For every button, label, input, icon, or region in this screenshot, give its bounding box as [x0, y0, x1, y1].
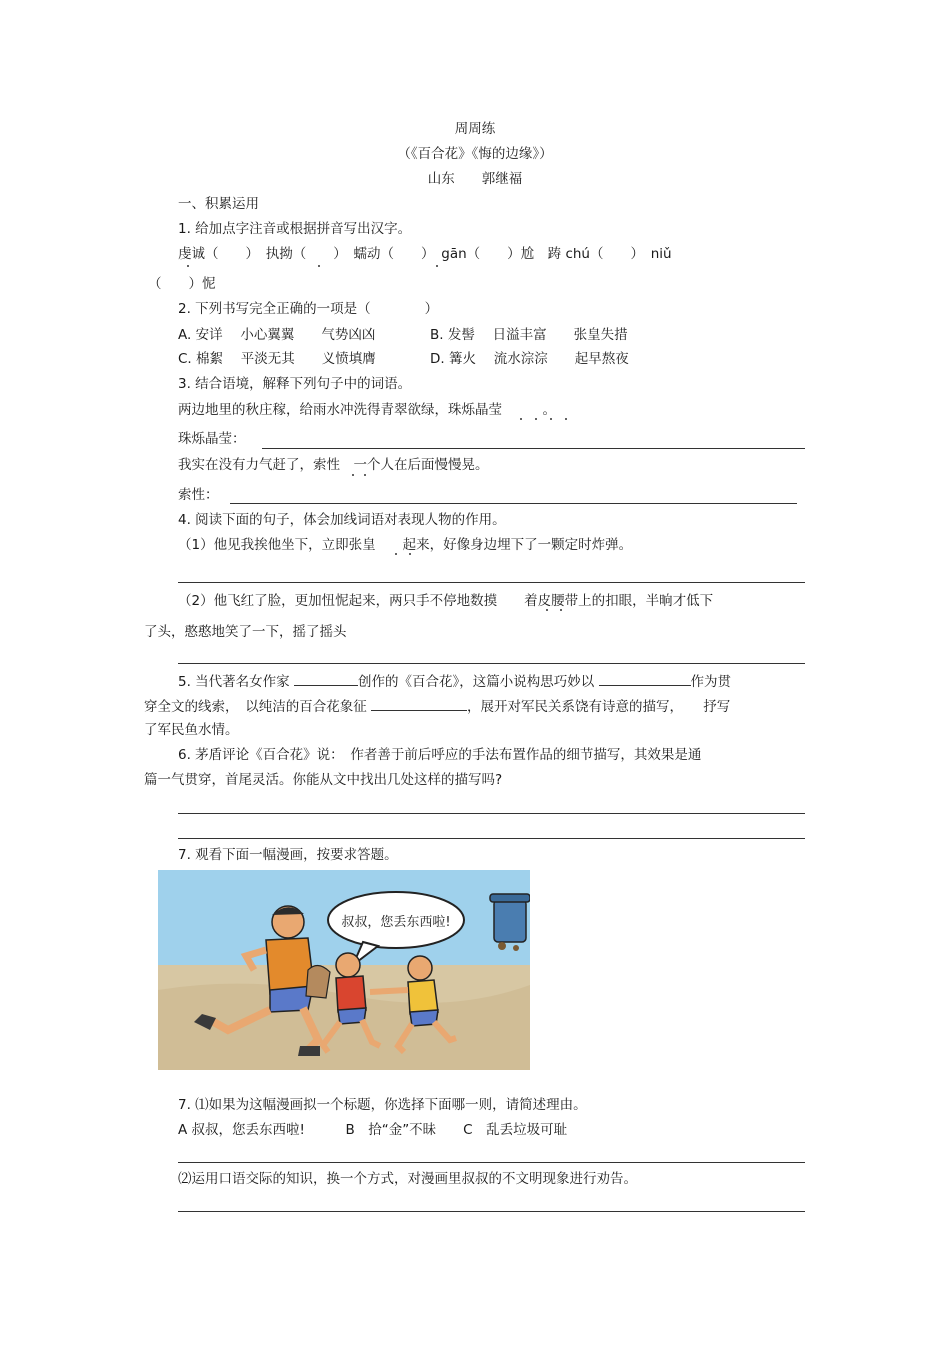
emphasis-dot	[565, 418, 567, 420]
q3-label2: 索性：	[178, 487, 219, 503]
q3-stem: 3. 结合语境，解释下列句子中的词语。	[178, 376, 412, 392]
fill-blank[interactable]	[294, 671, 358, 686]
page-subtitle: （《百合花》《悔的边缘》）	[397, 146, 553, 162]
q3-label1: 珠烁晶莹：	[178, 431, 246, 447]
answer-line[interactable]	[178, 663, 805, 664]
answer-line[interactable]	[178, 1162, 805, 1163]
q7-options: A 叔叔，您丢东西啦! B 拾“金”不昧 C 乱丢垃圾可耻	[178, 1122, 568, 1138]
q5-part2: 创作的《百合花》，这篇小说构思巧妙以	[357, 674, 595, 690]
emphasis-dot	[550, 418, 552, 420]
emphasis-dot	[318, 265, 320, 267]
answer-line[interactable]	[230, 503, 797, 504]
answer-line[interactable]	[262, 448, 805, 449]
emphasis-dot	[352, 474, 354, 476]
q5-part1: 5. 当代著名女作家	[178, 674, 290, 690]
q2-option-b: B. 发髻 日溢丰富 张皇失措	[430, 327, 628, 343]
q5-line1	[178, 671, 731, 691]
emphasis-dot	[395, 553, 397, 555]
cartoon-image	[158, 870, 530, 1070]
emphasis-dot	[409, 553, 411, 555]
q7-stem: 7. 观看下面一幅漫画，按要求答题。	[178, 847, 398, 863]
q4-stem: 4. 阅读下面的句子，体会加线词语对表现人物的作用。	[178, 512, 506, 528]
emphasis-dot	[535, 418, 537, 420]
q5-line2	[144, 696, 730, 716]
emphasis-dot	[436, 265, 438, 267]
page-title: 周周练	[454, 121, 496, 137]
section-heading: 一、积累运用	[178, 196, 259, 212]
q5-line3: 了军民鱼水情。	[144, 722, 239, 738]
q4-s2a: （2）他飞红了脸，更加忸怩起来，两只手不停地数摸 着皮腰带上的扣眼，半晌才低下	[178, 593, 714, 609]
answer-line[interactable]	[178, 813, 805, 814]
q6-line1: 6. 茅盾评论《百合花》说： 作者善于前后呼应的手法布置作品的细节描写，其效果是通	[178, 747, 702, 763]
emphasis-dot	[520, 418, 522, 420]
q5-line2a: 穿全文的线索， 以纯洁的百合花象征	[144, 699, 367, 715]
emphasis-dot	[364, 474, 366, 476]
bubble-text: 叔叔，您丢东西啦!	[341, 915, 451, 930]
answer-line[interactable]	[178, 582, 805, 583]
emphasis-dot	[187, 265, 189, 267]
q4-s1: （1）他见我挨他坐下，立即张皇 起来，好像身边埋下了一颗定时炸弹。	[178, 537, 633, 553]
q5-line2b: ，展开对军民关系饶有诗意的描写， 抒写	[467, 699, 731, 715]
q2-option-a: A. 安详 小心翼翼 气势凶凶	[178, 327, 376, 343]
fill-blank[interactable]	[599, 671, 691, 686]
q2-stem: 2. 下列书写完全正确的一项是（ ）	[178, 301, 439, 317]
q1-line2: （ ）怩	[148, 276, 216, 292]
q4-s2b: 了头，憨憨地笑了一下，摇了摇头	[144, 624, 347, 640]
q7-sub2: ⑵运用口语交际的知识，换一个方式，对漫画里叔叔的不文明现象进行劝告。	[178, 1171, 637, 1187]
q3-sentence1: 两边地里的秋庄稼，给雨水冲洗得青翠欲绿，珠烁晶莹 。	[178, 402, 556, 418]
q3-sentence2: 我实在没有力气赶了，索性 一个人在后面慢慢晃。	[178, 457, 489, 473]
answer-line[interactable]	[178, 1211, 805, 1212]
answer-line[interactable]	[178, 838, 805, 839]
q5-part3: 作为贯	[690, 674, 732, 690]
q6-line2: 篇一气贯穿，首尾灵活。你能从文中找出几处这样的描写吗?	[144, 772, 503, 788]
q2-option-d: D. 篝火 流水淙淙 起早熬夜	[430, 351, 629, 367]
q7-sub1: 7. ⑴如果为这幅漫画拟一个标题，你选择下面哪一则，请简述理由。	[178, 1097, 587, 1113]
q1-line1: 虔诚（ ） 执拗（ ） 蠕动（ ） gān（ ）尬 踌 chú（ ） niǔ	[178, 246, 672, 262]
emphasis-dot	[560, 609, 562, 611]
emphasis-dot	[546, 609, 548, 611]
fill-blank[interactable]	[371, 696, 467, 711]
author-line: 山东 郭继福	[427, 171, 523, 187]
q1-stem: 1. 给加点字注音或根据拼音写出汉字。	[178, 221, 412, 237]
q2-option-c: C. 棉絮 平淡无其 义愤填膺	[178, 351, 376, 367]
